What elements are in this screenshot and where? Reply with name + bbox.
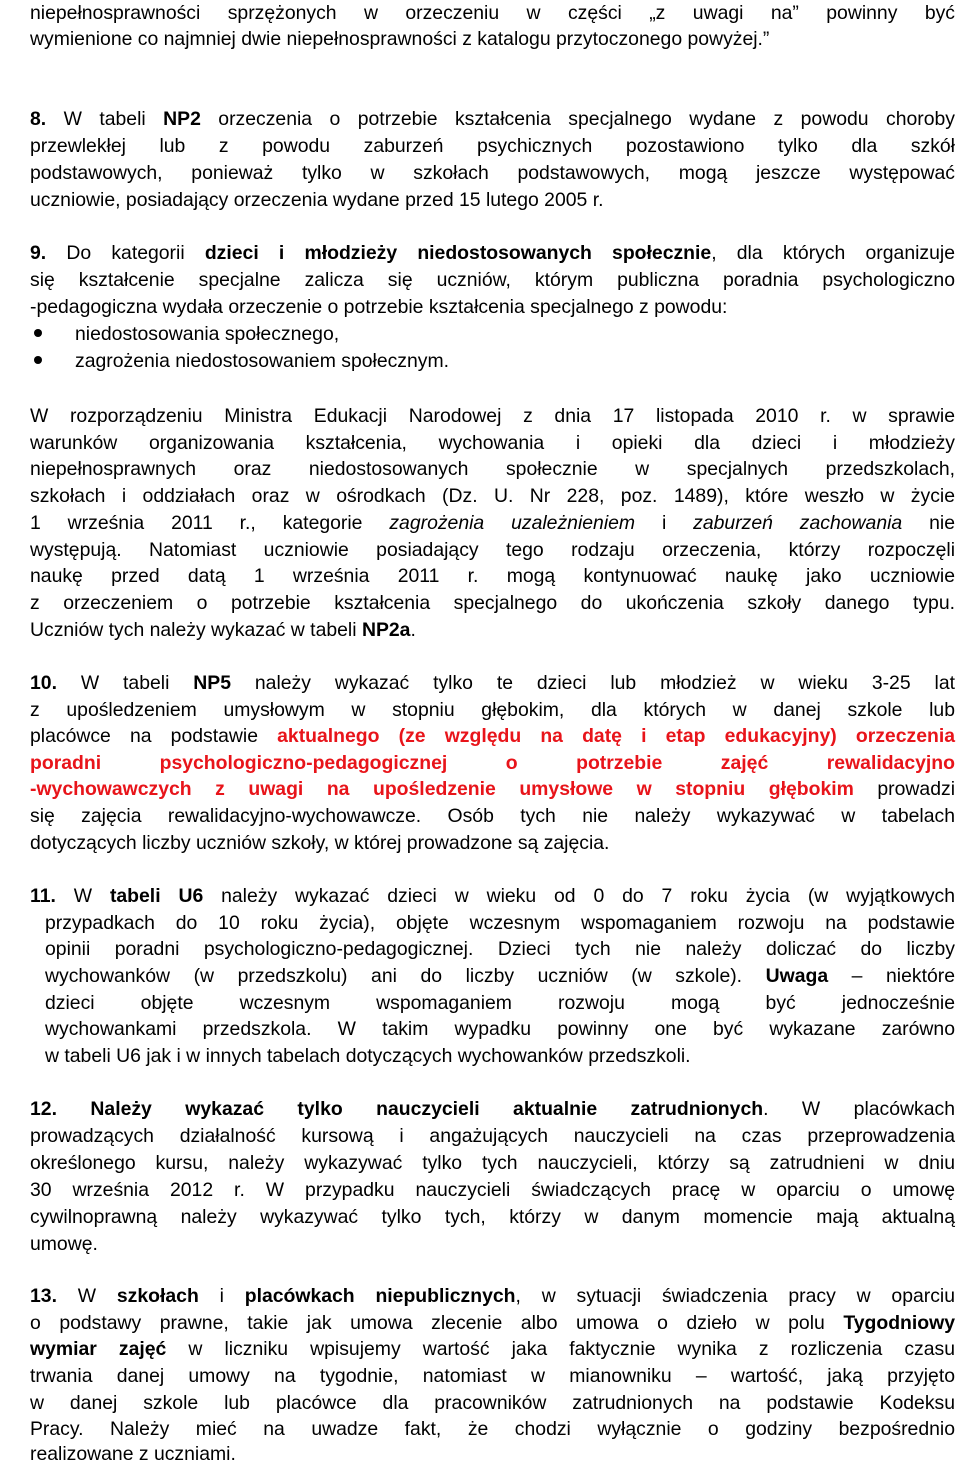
paragraph-12-line: określonego kursu, należy wykazywać tylko tych nauczycieli, którzy są zatrudnieni w dniu [30, 1152, 955, 1174]
paragraph-13-line [30, 1283, 955, 1309]
text: , w sytuacji świadczenia pracy w oparciu [515, 1285, 956, 1307]
paragraph-13-line [30, 1336, 955, 1362]
text: W tabeli [56, 672, 194, 694]
section-number: 11. [30, 885, 56, 907]
bullet-icon [34, 356, 42, 364]
paragraph-11-line: opinii poradni psychologiczno-pedagogicznej. Dzieci tych nie należy doliczać do liczby [45, 938, 955, 960]
paragraph-10-line [30, 723, 955, 749]
paragraph-10-line: z upośledzeniem umysłowym w stopniu głębokim, dla których w danej szkole lub [30, 699, 955, 721]
text: Do kategorii [46, 242, 205, 264]
emphasis: Uwaga [765, 965, 829, 987]
paragraph-7-line: niepełnosprawności sprzężonych w orzeczeniu w części „z uwagi na” powinny być [30, 2, 955, 24]
paragraph-11-line: wychowankami przedszkola. W takim wypadku powinny one być wykazane zarówno [45, 1018, 955, 1040]
paragraph-9-line: -pedagogiczna wydała orzeczenie o potrzebie kształcenia specjalnego z powodu: [30, 296, 728, 318]
paragraph-13-line: Pracy. Należy mieć na uwadze fakt, że chodzi wyłącznie o godziny bezpośrednio [30, 1418, 955, 1440]
emphasis: wymiar zajęć [30, 1338, 167, 1360]
text: wychowanków (w przedszkolu) ani do liczby uczniów (w szkole). [45, 965, 766, 987]
paragraph-9b-line [30, 617, 955, 643]
emphasis: zaburzeń zachowania [693, 512, 903, 534]
paragraph-9-line: się kształcenie specjalne zalicza się uczniów, którym publiczna poradnia psychologiczno [30, 269, 955, 291]
paragraph-9-line [30, 240, 955, 266]
paragraph-9b-line: W rozporządzeniu Ministra Edukacji Narodowej z dnia 17 listopada 2010 r. w sprawie [30, 405, 955, 427]
paragraph-11-line: w tabeli U6 jak i w innych tabelach dotyczących wychowanków przedszkoli. [45, 1045, 691, 1067]
paragraph-12-line: umowę. [30, 1233, 98, 1255]
paragraph-13-line: trwania danej umowy na tygodnie, natomiast w mianowniku – wartość, jaką przyjęto [30, 1365, 955, 1387]
emphasis: szkołach [116, 1285, 199, 1307]
text: . W placówkach [763, 1098, 955, 1120]
text: – niektóre [828, 965, 955, 987]
text: i [635, 512, 694, 534]
emphasis: dzieci i młodzieży niedostosowanych społecznie [204, 242, 712, 264]
emphasis: Tygodniowy [843, 1312, 955, 1334]
paragraph-13-line: w danej szkole lub placówce dla pracowników zatrudnionych na podstawie Kodeksu [30, 1392, 955, 1414]
paragraph-9b-line: szkołach i oddziałach oraz w ośrodkach (Dz. U. Nr 228, poz. 1489), które weszło w życie [30, 485, 955, 507]
text: prowadzi [853, 778, 955, 800]
paragraph-10-line [30, 776, 955, 802]
text: i [198, 1285, 245, 1307]
paragraph-8-line: podstawowych, ponieważ tylko w szkołach podstawowych, mogą jeszcze występować [30, 162, 955, 184]
paragraph-8-line [30, 106, 955, 132]
paragraph-12-line: cywilnoprawną należy wykazywać tylko tych, którzy w danym momencie mają aktualną [30, 1206, 955, 1228]
paragraph-12-line: 30 września 2012 r. W przypadku nauczycieli świadczących pracę w oparciu o umowę [30, 1179, 955, 1201]
text: , dla których organizuje [711, 242, 956, 264]
text: nie [902, 512, 955, 534]
table-ref: NP5 [193, 672, 232, 694]
highlighted-text: aktualnego (ze względu na datę i etap edukacyjny) orzeczenia [277, 725, 955, 747]
paragraph-9b-line: warunków organizowania kształcenia, wychowania i opieki dla dzieci i młodzieży [30, 432, 955, 454]
text: o podstawy prawne, takie jak umowa zlecenie albo umowa o dzieło w polu [30, 1312, 844, 1334]
section-number: 13. [30, 1285, 57, 1307]
paragraph-9b-line: występują. Natomiast uczniowie posiadający tego rodzaju orzeczenia, którzy rozpoczęli [30, 539, 955, 561]
list-item: zagrożenia niedostosowaniem społecznym. [75, 350, 450, 372]
paragraph-8-line: uczniowie, posiadający orzeczenia wydane przed 15 lutego 2005 r. [30, 189, 604, 211]
emphasis: placówkach niepublicznych [244, 1285, 516, 1307]
paragraph-12-line: prowadzących działalność kursową i angażujących nauczycieli na czas przeprowadzenia [30, 1125, 955, 1147]
paragraph-13-line [30, 1310, 955, 1336]
text: w liczniku wpisujemy wartość jaka faktycznie wynika z rozliczenia czasu [166, 1338, 955, 1360]
text: należy wykazać tylko te dzieci lub młodzież w wieku 3-25 lat [231, 672, 955, 694]
text: orzeczenia o potrzebie kształcenia specjalnego wydane z powodu choroby [200, 108, 955, 130]
text: W tabeli [46, 108, 164, 130]
paragraph-11-line: dzieci objęte wczesnym wspomaganiem rozwoju mogą być jednocześnie [45, 992, 955, 1014]
paragraph-8-line: przewlekłej lub z powodu zaburzeń psychicznych pozostawiono tylko dla szkół [30, 135, 955, 157]
paragraph-10-line [30, 670, 955, 696]
section-number: 9. [30, 242, 47, 264]
paragraph-11-line [30, 883, 955, 909]
paragraph-13-line: realizowane z uczniami. [30, 1443, 236, 1465]
list-item: niedostosowania społecznego, [75, 323, 340, 345]
text: Uczniów tych należy wykazać w tabeli [30, 619, 362, 641]
text: 1 września 2011 r., kategorie [30, 512, 390, 534]
section-number: 8. [30, 108, 47, 130]
highlighted-text: -wychowawczych z uwagi na upośledzenie umysłowe w stopniu głębokim [30, 778, 854, 800]
text: należy wykazać dzieci w wieku od 0 do 7 roku życia (w wyjątkowych [203, 885, 956, 907]
table-ref: tabeli U6 [109, 885, 204, 907]
paragraph-10-line: się zajęcia rewalidacyjno-wychowawcze. Osób tych nie należy wykazywać w tabelach [30, 805, 955, 827]
text: . [410, 619, 416, 641]
paragraph-11-line [45, 963, 955, 989]
emphasis: zagrożenia uzależnieniem [389, 512, 636, 534]
text: W [56, 1285, 117, 1307]
paragraph-9b-line: naukę przed datą 1 września 2011 r. mogą kontynuować naukę jako uczniowie [30, 565, 955, 587]
bullet-icon [34, 329, 42, 337]
table-ref: NP2a [361, 619, 411, 641]
paragraph-10-line: dotyczących liczby uczniów szkoły, w której prowadzone są zajęcia. [30, 832, 610, 854]
paragraph-9b-line [30, 510, 955, 536]
paragraph-7-line: wymienione co najmniej dwie niepełnosprawności z katalogu przytoczonego powyżej.” [30, 28, 770, 50]
paragraph-9b-line: niepełnosprawnych oraz niedostosowanych społecznie w specjalnych przedszkolach, [30, 458, 955, 480]
paragraph-10-line-highlight: poradni psychologiczno-pedagogicznej o potrzebie zajęć rewalidacyjno [30, 752, 955, 774]
paragraph-11-line: przypadkach do 10 roku życia), objęte wczesnym wspomaganiem rozwoju na podstawie [45, 912, 955, 934]
table-ref: NP2 [163, 108, 201, 130]
text: placówce na podstawie [30, 725, 278, 747]
paragraph-12-line [30, 1096, 955, 1122]
paragraph-9b-line: z orzeczeniem o potrzebie kształcenia specjalnego do ukończenia szkoły danego typu. [30, 592, 955, 614]
emphasis: 12. Należy wykazać tylko nauczycieli aktualnie zatrudnionych [30, 1098, 764, 1120]
section-number: 10. [30, 672, 57, 694]
text: W [55, 885, 110, 907]
